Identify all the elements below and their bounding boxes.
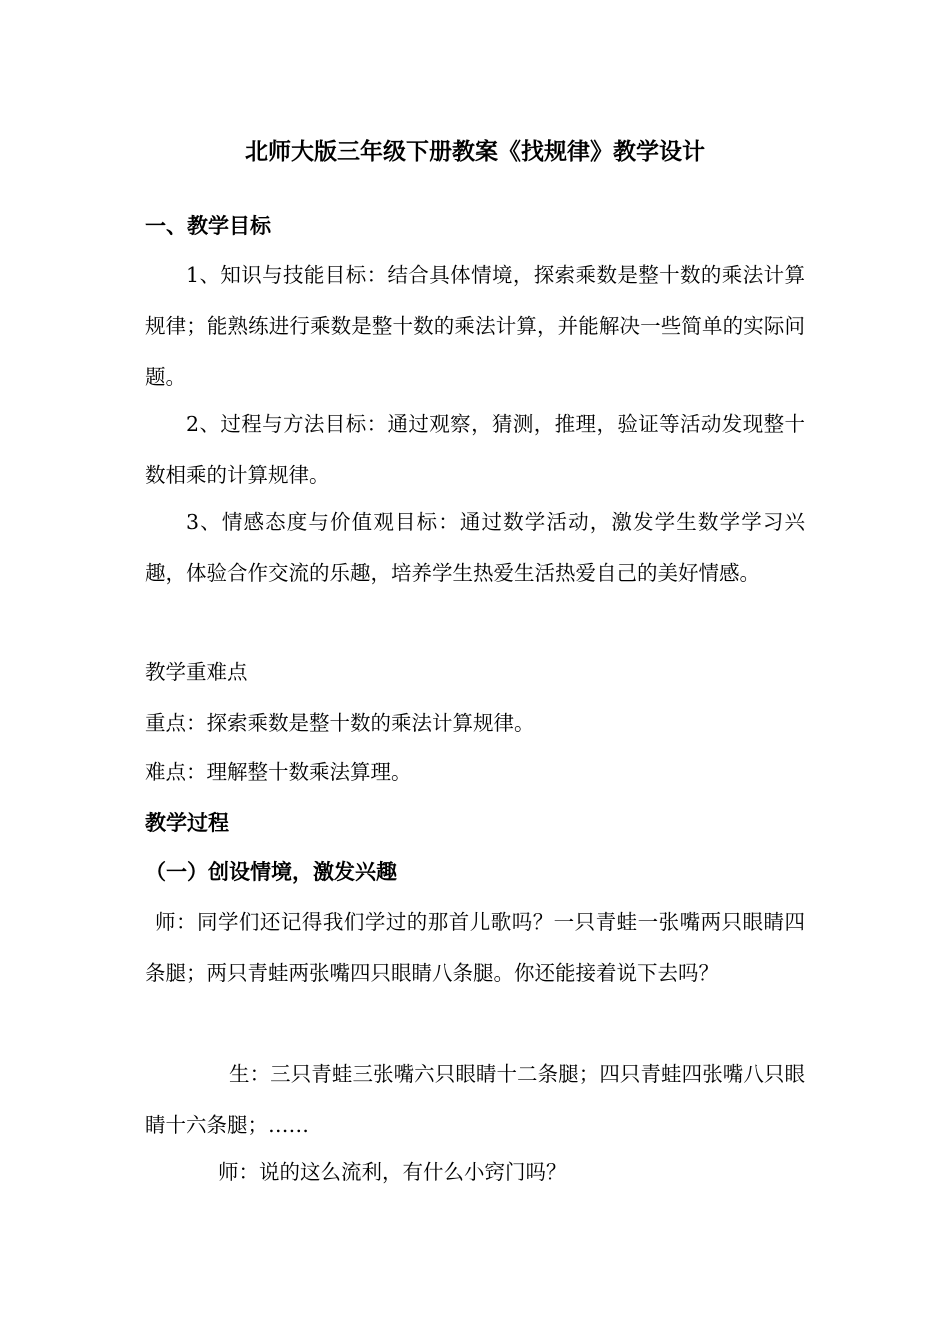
key-difficulty-label: 教学重难点 xyxy=(145,660,248,684)
key-point: 重点：探索乘数是整十数的乘法计算规律。 xyxy=(145,711,535,735)
goal-process-methods: 2、过程与方法目标：通过观察，猜测，推理，验证等活动发现整十数相乘的计算规律。 xyxy=(145,412,805,487)
step-heading-situation: （一）创设情境，激发兴趣 xyxy=(145,860,397,884)
section-heading-teaching-goals: 一、教学目标 xyxy=(145,214,271,238)
teacher-line-2: 师：说的这么流利，有什么小窍门吗？ xyxy=(218,1160,567,1184)
document-title: 北师大版三年级下册教案《找规律》教学设计 xyxy=(245,139,705,165)
teacher-line-1: 师：同学们还记得我们学过的那首儿歌吗？一只青蛙一张嘴两只眼睛四条腿；两只青蛙两张嘴四只眼睛八条腿。你还能接着说下去吗？ xyxy=(145,910,805,985)
goal-emotion-values: 3、情感态度与价值观目标：通过数学活动，激发学生数学学习兴趣，体验合作交流的乐趣，培养学生热爱生活热爱自己的美好情感。 xyxy=(145,510,805,585)
goal-knowledge-skills: 1、知识与技能目标：结合具体情境，探索乘数是整十数的乘法计算规律；能熟练进行乘数是整十数的乘法计算，并能解决一些简单的实际问题。 xyxy=(145,263,805,389)
difficult-point: 难点：理解整十数乘法算理。 xyxy=(145,760,412,784)
student-line-1: 生：三只青蛙三张嘴六只眼睛十二条腿；四只青蛙四张嘴八只眼睛十六条腿；…… xyxy=(145,1062,805,1137)
section-heading-teaching-process: 教学过程 xyxy=(145,811,229,835)
